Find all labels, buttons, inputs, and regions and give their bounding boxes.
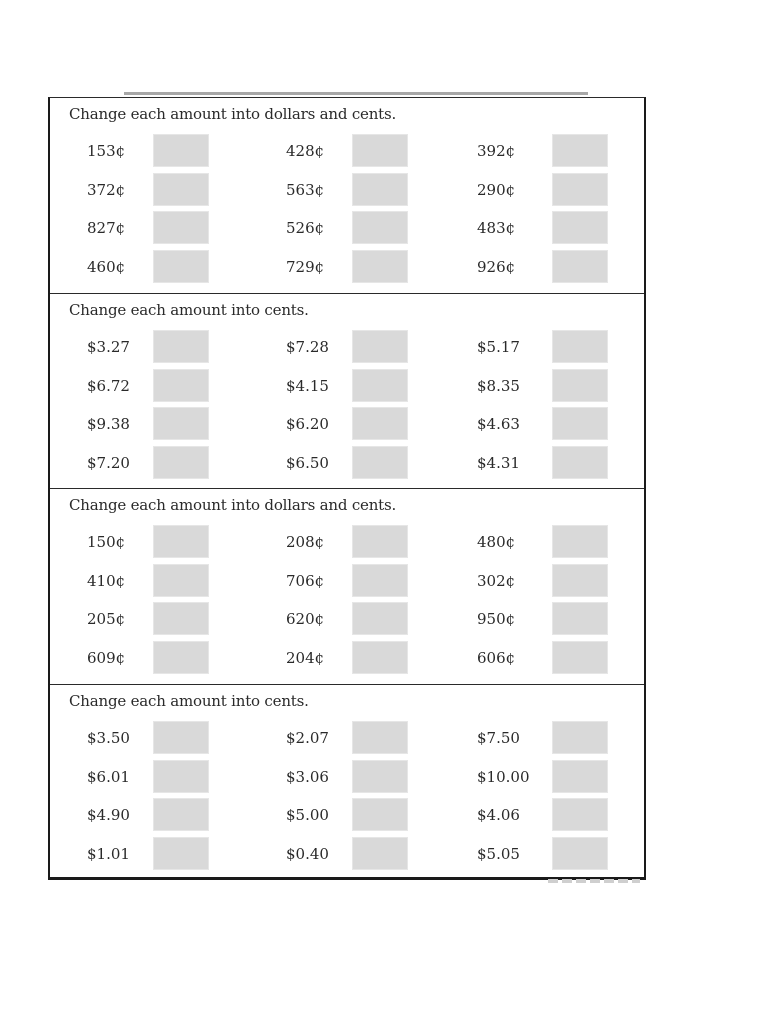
grid-row <box>50 330 644 369</box>
amount-label: $6.72 <box>87 376 130 395</box>
amount-label: 827¢ <box>87 219 126 237</box>
answer-box[interactable] <box>352 564 408 597</box>
answer-box[interactable] <box>552 798 608 831</box>
amount-label: 609¢ <box>87 648 126 667</box>
amount-label: 480¢ <box>477 533 516 551</box>
answer-box[interactable] <box>552 760 608 793</box>
answer-box[interactable] <box>552 446 608 479</box>
answer-grid <box>50 525 644 679</box>
answer-box[interactable] <box>352 760 408 793</box>
answer-box[interactable] <box>153 760 209 793</box>
answer-box[interactable] <box>552 721 608 754</box>
footer-mark <box>548 879 640 883</box>
answer-box[interactable] <box>352 407 408 440</box>
top-rule <box>124 92 588 95</box>
answer-box[interactable] <box>552 330 608 363</box>
section-instruction: Change each amount into cents. <box>69 301 309 319</box>
amount-label: $5.17 <box>477 338 520 356</box>
grid-row <box>50 407 644 446</box>
amount-label: 563¢ <box>286 180 325 199</box>
answer-box[interactable] <box>552 641 608 674</box>
grid-row <box>50 641 644 680</box>
answer-box[interactable] <box>153 369 209 402</box>
answer-box[interactable] <box>552 837 608 870</box>
amount-label: $7.28 <box>286 338 329 356</box>
answer-box[interactable] <box>352 798 408 831</box>
amount-label: 205¢ <box>87 610 126 628</box>
amount-label: 729¢ <box>286 257 325 276</box>
amount-label: $9.38 <box>87 415 130 433</box>
grid-row <box>50 250 644 289</box>
amount-label: $4.06 <box>477 806 520 824</box>
grid-row <box>50 173 644 212</box>
answer-box[interactable] <box>153 250 209 283</box>
answer-box[interactable] <box>352 602 408 635</box>
answer-box[interactable] <box>352 641 408 674</box>
grid-row <box>50 446 644 485</box>
amount-label: $0.40 <box>286 844 329 863</box>
grid-row <box>50 798 644 837</box>
answer-box[interactable] <box>153 837 209 870</box>
answer-box[interactable] <box>153 564 209 597</box>
amount-label: $1.01 <box>87 844 130 863</box>
grid-row <box>50 602 644 641</box>
amount-label: 204¢ <box>286 648 325 667</box>
amount-label: 606¢ <box>477 648 516 667</box>
amount-label: $4.90 <box>87 806 130 824</box>
answer-box[interactable] <box>352 525 408 558</box>
answer-grid <box>50 330 644 484</box>
section-instruction: Change each amount into dollars and cents. <box>69 496 397 514</box>
amount-label: $4.31 <box>477 453 520 472</box>
amount-label: 153¢ <box>87 142 126 160</box>
answer-box[interactable] <box>352 721 408 754</box>
grid-row <box>50 211 644 250</box>
amount-label: $3.06 <box>286 767 329 786</box>
section-instruction: Change each amount into cents. <box>69 692 309 710</box>
section-1 <box>50 98 644 294</box>
section-instruction: Change each amount into dollars and cents. <box>69 105 397 123</box>
answer-grid <box>50 134 644 288</box>
amount-label: $3.50 <box>87 729 130 747</box>
amount-label: $5.05 <box>477 844 520 863</box>
answer-box[interactable] <box>552 602 608 635</box>
amount-label: 620¢ <box>286 610 325 628</box>
answer-box[interactable] <box>352 369 408 402</box>
answer-box[interactable] <box>552 525 608 558</box>
amount-label: $10.00 <box>477 767 530 786</box>
answer-box[interactable] <box>552 173 608 206</box>
amount-label: $6.01 <box>87 767 130 786</box>
grid-row <box>50 134 644 173</box>
answer-box[interactable] <box>352 173 408 206</box>
amount-label: 392¢ <box>477 142 516 160</box>
grid-row <box>50 721 644 760</box>
section-2 <box>50 294 644 489</box>
answer-box[interactable] <box>153 330 209 363</box>
answer-box[interactable] <box>552 134 608 167</box>
grid-row <box>50 564 644 603</box>
answer-box[interactable] <box>552 564 608 597</box>
answer-grid <box>50 721 644 875</box>
amount-label: 428¢ <box>286 142 325 160</box>
amount-label: $4.15 <box>286 376 329 395</box>
answer-box[interactable] <box>153 407 209 440</box>
answer-box[interactable] <box>552 211 608 244</box>
answer-box[interactable] <box>352 134 408 167</box>
amount-label: $2.07 <box>286 729 329 747</box>
worksheet <box>48 97 646 880</box>
amount-label: $6.50 <box>286 453 329 472</box>
amount-label: $7.50 <box>477 729 520 747</box>
amount-label: 410¢ <box>87 571 126 590</box>
amount-label: 460¢ <box>87 257 126 276</box>
answer-box[interactable] <box>352 837 408 870</box>
answer-box[interactable] <box>352 446 408 479</box>
answer-box[interactable] <box>153 211 209 244</box>
amount-label: $5.00 <box>286 806 329 824</box>
answer-box[interactable] <box>153 798 209 831</box>
amount-label: $3.27 <box>87 338 130 356</box>
amount-label: 290¢ <box>477 180 516 199</box>
amount-label: $6.20 <box>286 415 329 433</box>
answer-box[interactable] <box>153 525 209 558</box>
grid-row <box>50 837 644 876</box>
answer-box[interactable] <box>352 250 408 283</box>
amount-label: 302¢ <box>477 571 516 590</box>
answer-box[interactable] <box>153 602 209 635</box>
amount-label: $8.35 <box>477 376 520 395</box>
amount-label: 926¢ <box>477 257 516 276</box>
answer-box[interactable] <box>153 721 209 754</box>
amount-label: 483¢ <box>477 219 516 237</box>
section-4 <box>50 685 644 877</box>
amount-label: $7.20 <box>87 453 130 472</box>
amount-label: 526¢ <box>286 219 325 237</box>
amount-label: 208¢ <box>286 533 325 551</box>
grid-row <box>50 369 644 408</box>
section-3 <box>50 489 644 685</box>
answer-box[interactable] <box>153 134 209 167</box>
amount-label: 950¢ <box>477 610 516 628</box>
answer-box[interactable] <box>352 211 408 244</box>
grid-row <box>50 760 644 799</box>
answer-box[interactable] <box>153 173 209 206</box>
grid-row <box>50 525 644 564</box>
answer-box[interactable] <box>552 250 608 283</box>
amount-label: 706¢ <box>286 571 325 590</box>
answer-box[interactable] <box>352 330 408 363</box>
amount-label: 372¢ <box>87 180 126 199</box>
answer-box[interactable] <box>153 446 209 479</box>
answer-box[interactable] <box>552 369 608 402</box>
answer-box[interactable] <box>153 641 209 674</box>
amount-label: $4.63 <box>477 415 520 433</box>
amount-label: 150¢ <box>87 533 126 551</box>
answer-box[interactable] <box>552 407 608 440</box>
